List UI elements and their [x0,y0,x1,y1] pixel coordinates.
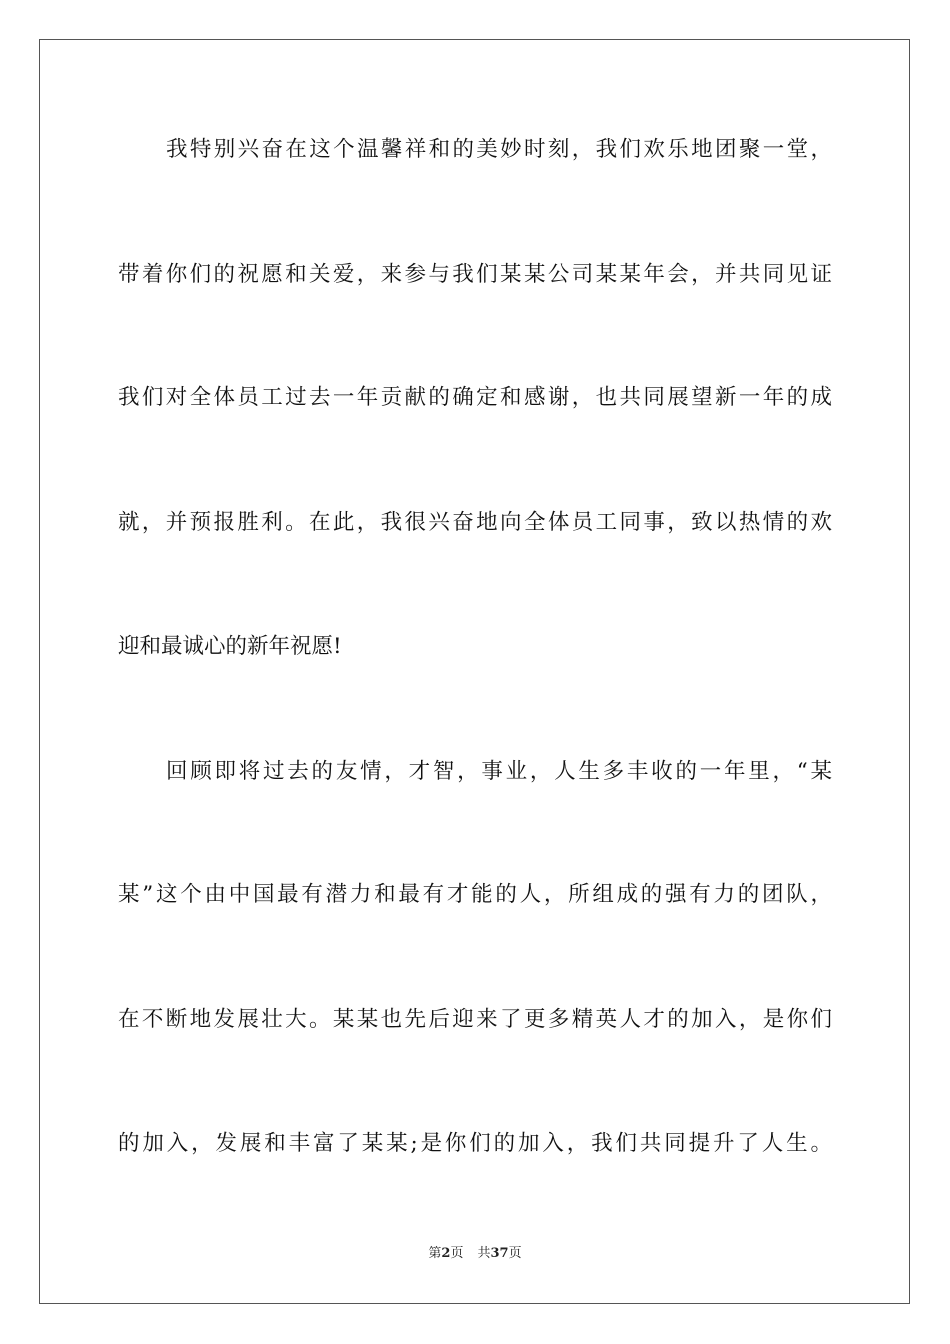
paragraph-1-line-2: 带着你们的祝愿和关爱，来参与我们某某公司某某年会，并共同见证 [118,262,832,287]
page-prefix: 第 [428,1246,442,1261]
paragraph-1-line-3: 我们对全体员工过去一年贡献的确定和感谢，也共同展望新一年的成 [118,385,832,410]
total-prefix: 共 [477,1246,491,1261]
paragraph-1-line-1: 我特别兴奋在这个温馨祥和的美妙时刻，我们欢乐地团聚一堂， [166,137,832,162]
total-pages: 37 [490,1246,509,1261]
page-number: 2 [441,1246,451,1261]
page-suffix: 页 [450,1246,464,1261]
page-footer [0,1245,950,1263]
page-border [39,39,910,1304]
paragraph-2-line-2: 某”这个由中国最有潜力和最有才能的人，所组成的强有力的团队， [118,882,832,907]
paragraph-1-line-4: 就，并预报胜利。在此，我很兴奋地向全体员工同事，致以热情的欢 [118,510,832,535]
paragraph-2-line-4: 的加入，发展和丰富了某某;是你们的加入，我们共同提升了人生。 [118,1131,832,1156]
total-suffix: 页 [508,1246,522,1261]
paragraph-1-line-5: 迎和最诚心的新年祝愿! [118,634,342,659]
paragraph-2-line-3: 在不断地发展壮大。某某也先后迎来了更多精英人才的加入，是你们 [118,1007,832,1032]
paragraph-2-line-1: 回顾即将过去的友情，才智，事业，人生多丰收的一年里，“某 [166,759,832,784]
